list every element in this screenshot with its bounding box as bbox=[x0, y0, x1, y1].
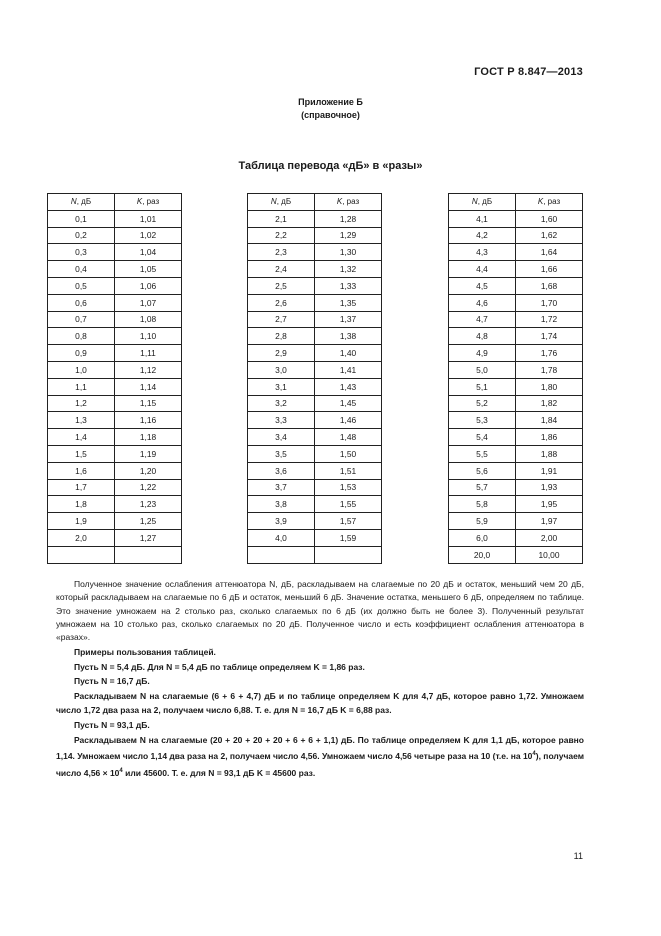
table-row bbox=[48, 261, 182, 278]
n-cell: 1,2 bbox=[48, 395, 115, 412]
k-cell: 1,46 bbox=[315, 412, 382, 429]
n-cell: 1,4 bbox=[48, 429, 115, 446]
example-2-solution: Раскладываем N на слагаемые (6 + 6 + 4,7) дБ и по таблице определяем K для 4,7 дБ, которое равно 1,72. Умножаем число 1,72 два раза на 2, получаем число 6,88. Т. е. для N = 16,7 дБ K = 6,88 раз. bbox=[56, 690, 584, 716]
k-cell: 1,37 bbox=[315, 311, 382, 328]
k-cell: 1,57 bbox=[315, 513, 382, 530]
table-row bbox=[449, 328, 583, 345]
table-title: Таблица перевода «дБ» в «разы» bbox=[238, 160, 423, 172]
n-cell: 4,3 bbox=[449, 244, 516, 261]
k-cell: 1,78 bbox=[516, 361, 583, 378]
table-row bbox=[449, 479, 583, 496]
k-cell: 1,84 bbox=[516, 412, 583, 429]
n-cell: 2,7 bbox=[248, 311, 315, 328]
n-cell: 20,0 bbox=[449, 546, 516, 563]
k-cell: 1,93 bbox=[516, 479, 583, 496]
n-cell: 2,8 bbox=[248, 328, 315, 345]
page-number: 11 bbox=[573, 851, 583, 861]
table-row bbox=[248, 378, 382, 395]
table-row bbox=[48, 361, 182, 378]
table-row bbox=[48, 546, 182, 563]
n-cell: 1,3 bbox=[48, 412, 115, 429]
table-row bbox=[48, 294, 182, 311]
table-row bbox=[48, 210, 182, 227]
table-row bbox=[248, 261, 382, 278]
conversion-table-block-2 bbox=[247, 193, 382, 564]
n-cell: 2,1 bbox=[248, 210, 315, 227]
table-row bbox=[48, 345, 182, 362]
table-row bbox=[48, 429, 182, 446]
n-cell: 4,0 bbox=[248, 529, 315, 546]
n-cell: 3,0 bbox=[248, 361, 315, 378]
table-row bbox=[248, 328, 382, 345]
k-cell: 1,16 bbox=[115, 412, 182, 429]
k-cell: 1,11 bbox=[115, 345, 182, 362]
k-cell: 1,22 bbox=[115, 479, 182, 496]
k-cell: 1,51 bbox=[315, 462, 382, 479]
k-cell: 1,60 bbox=[516, 210, 583, 227]
n-cell: 3,3 bbox=[248, 412, 315, 429]
column-header-k: K, раз bbox=[115, 194, 182, 211]
n-cell: 3,5 bbox=[248, 445, 315, 462]
example-1: Пусть N = 5,4 дБ. Для N = 5,4 дБ по таблице определяем K = 1,86 раз. bbox=[74, 661, 365, 672]
n-cell: 4,8 bbox=[449, 328, 516, 345]
n-cell: 0,6 bbox=[48, 294, 115, 311]
n-cell: 0,9 bbox=[48, 345, 115, 362]
k-cell: 2,00 bbox=[516, 529, 583, 546]
table-row bbox=[48, 378, 182, 395]
k-cell: 1,14 bbox=[115, 378, 182, 395]
k-cell: 1,68 bbox=[516, 277, 583, 294]
k-cell bbox=[315, 546, 382, 563]
table-header-row bbox=[248, 194, 382, 211]
table-row bbox=[449, 395, 583, 412]
table-row bbox=[248, 445, 382, 462]
table-row bbox=[449, 412, 583, 429]
table-row bbox=[449, 345, 583, 362]
n-cell: 5,9 bbox=[449, 513, 516, 530]
k-cell: 1,25 bbox=[115, 513, 182, 530]
n-cell: 4,1 bbox=[449, 210, 516, 227]
n-cell: 5,6 bbox=[449, 462, 516, 479]
k-cell: 1,72 bbox=[516, 311, 583, 328]
k-cell: 1,04 bbox=[115, 244, 182, 261]
k-cell: 1,82 bbox=[516, 395, 583, 412]
k-cell: 1,27 bbox=[115, 529, 182, 546]
table-row bbox=[48, 244, 182, 261]
k-cell: 1,10 bbox=[115, 328, 182, 345]
column-header-n: N, дБ bbox=[248, 194, 315, 211]
n-cell: 5,1 bbox=[449, 378, 516, 395]
column-header-k: K, раз bbox=[516, 194, 583, 211]
appendix-heading bbox=[0, 96, 661, 122]
n-cell: 3,4 bbox=[248, 429, 315, 446]
k-cell: 1,64 bbox=[516, 244, 583, 261]
k-cell: 1,80 bbox=[516, 378, 583, 395]
table-row bbox=[248, 546, 382, 563]
table-row bbox=[48, 462, 182, 479]
table-row bbox=[449, 210, 583, 227]
k-cell: 1,74 bbox=[516, 328, 583, 345]
k-cell: 1,06 bbox=[115, 277, 182, 294]
table-row bbox=[449, 462, 583, 479]
column-header-n: N, дБ bbox=[48, 194, 115, 211]
k-cell: 1,33 bbox=[315, 277, 382, 294]
table-row bbox=[48, 412, 182, 429]
n-cell bbox=[48, 546, 115, 563]
n-cell: 5,8 bbox=[449, 496, 516, 513]
k-cell: 1,20 bbox=[115, 462, 182, 479]
k-cell: 1,35 bbox=[315, 294, 382, 311]
appendix-title: Приложение Б bbox=[298, 97, 363, 107]
k-cell: 1,70 bbox=[516, 294, 583, 311]
n-cell: 2,4 bbox=[248, 261, 315, 278]
example-3: Пусть N = 93,1 дБ. bbox=[74, 719, 150, 730]
k-cell: 1,86 bbox=[516, 429, 583, 446]
table-row bbox=[449, 294, 583, 311]
table-header-row bbox=[48, 194, 182, 211]
table-row bbox=[248, 395, 382, 412]
example-3-solution: Раскладываем N на слагаемые (20 + 20 + 20 + 20 + 6 + 6 + 1,1) дБ. По таблице определяем K для 1,1 дБ, которое равно 1,14. Умножаем число 1,14 два раза на 2, получаем число 4,56. Умножаем число 4,56 четыре раза на 10 (т.е. на $10^4$), получаем число $4,56 \times 10^4$ или 45600. Т. е. для N = 93,1 дБ K = 45600 раз. bbox=[56, 734, 585, 778]
table-row bbox=[449, 529, 583, 546]
n-cell: 4,4 bbox=[449, 261, 516, 278]
example-2: Пусть N = 16,7 дБ. bbox=[74, 676, 150, 687]
table-row bbox=[449, 496, 583, 513]
conversion-table-block-3 bbox=[448, 193, 583, 564]
k-cell: 1,38 bbox=[315, 328, 382, 345]
k-cell: 1,45 bbox=[315, 395, 382, 412]
table-row bbox=[48, 479, 182, 496]
table-row bbox=[48, 395, 182, 412]
table-row bbox=[48, 277, 182, 294]
k-cell: 1,32 bbox=[315, 261, 382, 278]
k-cell: 1,76 bbox=[516, 345, 583, 362]
k-cell: 1,55 bbox=[315, 496, 382, 513]
column-header-k: K, раз bbox=[315, 194, 382, 211]
n-cell: 0,8 bbox=[48, 328, 115, 345]
n-cell: 1,7 bbox=[48, 479, 115, 496]
examples-section bbox=[56, 645, 584, 780]
n-cell bbox=[248, 546, 315, 563]
conversion-table-block-1 bbox=[47, 193, 182, 564]
table-row bbox=[449, 227, 583, 244]
n-cell: 3,2 bbox=[248, 395, 315, 412]
k-cell: 1,15 bbox=[115, 395, 182, 412]
k-cell: 1,66 bbox=[516, 261, 583, 278]
k-cell: 1,50 bbox=[315, 445, 382, 462]
n-cell: 1,8 bbox=[48, 496, 115, 513]
table-row bbox=[449, 244, 583, 261]
k-cell: 1,28 bbox=[315, 210, 382, 227]
k-cell: 1,01 bbox=[115, 210, 182, 227]
n-cell: 0,4 bbox=[48, 261, 115, 278]
n-cell: 5,4 bbox=[449, 429, 516, 446]
table-row bbox=[248, 429, 382, 446]
table-row bbox=[248, 227, 382, 244]
n-cell: 2,5 bbox=[248, 277, 315, 294]
table-row bbox=[248, 210, 382, 227]
table-row bbox=[248, 529, 382, 546]
n-cell: 4,7 bbox=[449, 311, 516, 328]
n-cell: 4,2 bbox=[449, 227, 516, 244]
table-row bbox=[449, 429, 583, 446]
k-cell: 1,41 bbox=[315, 361, 382, 378]
n-cell: 6,0 bbox=[449, 529, 516, 546]
table-row bbox=[248, 412, 382, 429]
table-row bbox=[248, 311, 382, 328]
k-cell: 1,29 bbox=[315, 227, 382, 244]
standard-designation: ГОСТ Р 8.847—2013 bbox=[474, 66, 583, 78]
table-row bbox=[449, 261, 583, 278]
k-cell: 1,40 bbox=[315, 345, 382, 362]
k-cell: 1,88 bbox=[516, 445, 583, 462]
n-cell: 0,1 bbox=[48, 210, 115, 227]
n-cell: 3,1 bbox=[248, 378, 315, 395]
n-cell: 1,6 bbox=[48, 462, 115, 479]
table-row bbox=[48, 328, 182, 345]
n-cell: 4,5 bbox=[449, 277, 516, 294]
table-row bbox=[449, 546, 583, 563]
k-cell: 1,19 bbox=[115, 445, 182, 462]
k-cell: 1,53 bbox=[315, 479, 382, 496]
k-cell: 1,91 bbox=[516, 462, 583, 479]
table-row bbox=[248, 496, 382, 513]
k-cell: 10,00 bbox=[516, 546, 583, 563]
n-cell: 5,5 bbox=[449, 445, 516, 462]
n-cell: 2,3 bbox=[248, 244, 315, 261]
k-cell: 1,48 bbox=[315, 429, 382, 446]
n-cell: 3,8 bbox=[248, 496, 315, 513]
n-cell: 0,5 bbox=[48, 277, 115, 294]
table-row bbox=[449, 311, 583, 328]
n-cell: 2,0 bbox=[48, 529, 115, 546]
k-cell: 1,05 bbox=[115, 261, 182, 278]
k-cell: 1,07 bbox=[115, 294, 182, 311]
k-cell: 1,95 bbox=[516, 496, 583, 513]
table-row bbox=[248, 244, 382, 261]
examples-heading: Примеры пользования таблицей. bbox=[74, 647, 216, 657]
k-cell: 1,43 bbox=[315, 378, 382, 395]
k-cell: 1,18 bbox=[115, 429, 182, 446]
n-cell: 1,9 bbox=[48, 513, 115, 530]
n-cell: 5,2 bbox=[449, 395, 516, 412]
table-row bbox=[449, 277, 583, 294]
k-cell: 1,12 bbox=[115, 361, 182, 378]
table-row bbox=[248, 361, 382, 378]
n-cell: 3,7 bbox=[248, 479, 315, 496]
table-row bbox=[48, 311, 182, 328]
k-cell: 1,30 bbox=[315, 244, 382, 261]
table-row bbox=[248, 479, 382, 496]
n-cell: 5,0 bbox=[449, 361, 516, 378]
n-cell: 2,9 bbox=[248, 345, 315, 362]
n-cell: 2,2 bbox=[248, 227, 315, 244]
n-cell: 2,6 bbox=[248, 294, 315, 311]
table-row bbox=[449, 445, 583, 462]
n-cell: 4,6 bbox=[449, 294, 516, 311]
table-row bbox=[449, 378, 583, 395]
k-cell: 1,23 bbox=[115, 496, 182, 513]
k-cell: 1,62 bbox=[516, 227, 583, 244]
table-row bbox=[248, 345, 382, 362]
explanation-paragraph bbox=[56, 578, 584, 644]
k-cell: 1,02 bbox=[115, 227, 182, 244]
k-cell: 1,59 bbox=[315, 529, 382, 546]
table-row bbox=[449, 513, 583, 530]
table-row bbox=[48, 227, 182, 244]
table-row bbox=[248, 513, 382, 530]
n-cell: 5,3 bbox=[449, 412, 516, 429]
table-row bbox=[48, 445, 182, 462]
k-cell: 1,08 bbox=[115, 311, 182, 328]
n-cell: 5,7 bbox=[449, 479, 516, 496]
table-header-row bbox=[449, 194, 583, 211]
appendix-subtitle: (справочное) bbox=[301, 110, 360, 120]
table-row bbox=[248, 462, 382, 479]
n-cell: 1,0 bbox=[48, 361, 115, 378]
table-row bbox=[48, 496, 182, 513]
n-cell: 3,9 bbox=[248, 513, 315, 530]
table-row bbox=[449, 361, 583, 378]
body-paragraph: Полученное значение ослабления аттенюатора N, дБ, раскладываем на слагаемые по 20 дБ и остаток, меньший чем 20 дБ, который раскладываем на слагаемые по 6 дБ и остаток, меньший 6 дБ. Значение остатка, меньшего 6 дБ, определяем по таблице. Это значение умножаем на 2 столько раз, сколько слагаемых по 6 дБ (их должно быть не более 3). Полученный результат умножаем на 10 столько раз, сколько слагаемых по 20 дБ. Полученное число и есть коэффициент ослабления аттенюатора в «разах». bbox=[56, 579, 584, 643]
n-cell: 1,5 bbox=[48, 445, 115, 462]
k-cell: 1,97 bbox=[516, 513, 583, 530]
n-cell: 0,2 bbox=[48, 227, 115, 244]
table-row bbox=[48, 529, 182, 546]
n-cell: 4,9 bbox=[449, 345, 516, 362]
k-cell bbox=[115, 546, 182, 563]
n-cell: 0,3 bbox=[48, 244, 115, 261]
n-cell: 0,7 bbox=[48, 311, 115, 328]
table-row bbox=[248, 294, 382, 311]
table-row bbox=[48, 513, 182, 530]
n-cell: 1,1 bbox=[48, 378, 115, 395]
column-header-n: N, дБ bbox=[449, 194, 516, 211]
table-row bbox=[248, 277, 382, 294]
n-cell: 3,6 bbox=[248, 462, 315, 479]
